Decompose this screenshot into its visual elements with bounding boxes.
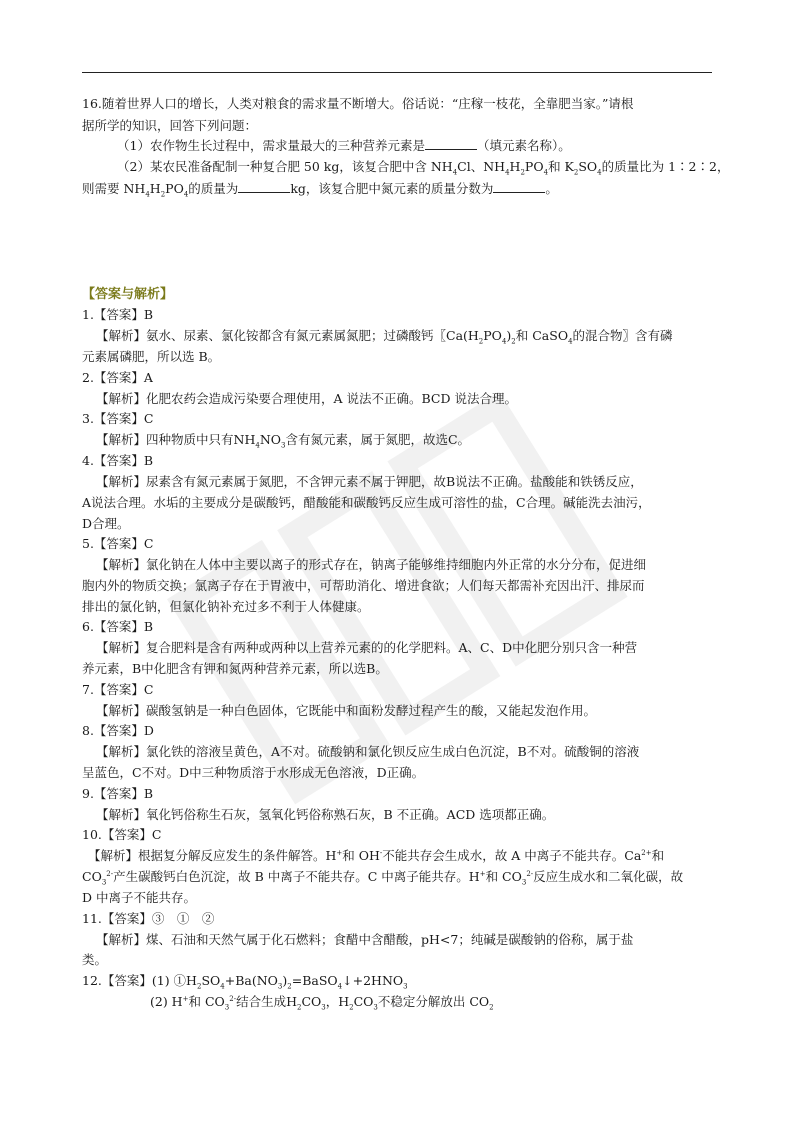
answer-blank bbox=[493, 180, 545, 193]
explanation-6-line-2: 养元素，B中化肥含有钾和氮两种营养元素，所以选B。 bbox=[82, 661, 388, 676]
answer-2: 2.【答案】A bbox=[82, 370, 153, 385]
answers-heading: 【答案与解析】 bbox=[82, 287, 174, 302]
explanation-5-line-3: 排出的氯化钠，但氯化钠补充过多不利于人体健康。 bbox=[82, 599, 370, 614]
explanation-6-line-1: 【解析】复合肥料是含有两种或两种以上营养元素的的化学肥料。A、C、D中化肥分别只含一种营 bbox=[96, 640, 638, 655]
q16-part-3: 则需要 $NH_4H_2PO_4$的质量为 kg，该复合肥中氮元素的质量分数为 。 bbox=[82, 181, 558, 199]
explanation-3: 【解析】四种物质中只有$NH_4NO_3$含有氮元素，属于氮肥，故选C。 bbox=[96, 432, 471, 450]
explanation-8-line-1: 【解析】氯化铁的溶液呈黄色，A不对。硫酸钠和氯化钡反应生成白色沉淀，B不对。硫酸铜的溶液 bbox=[96, 744, 640, 759]
explanation-11-line-1: 【解析】煤、石油和天然气属于化石燃料；食醋中含醋酸，pH<7；纯碱是碳酸钠的俗称，属于盐 bbox=[96, 932, 634, 947]
q16-line-2: 据所学的知识，回答下列问题： bbox=[82, 118, 258, 133]
explanation-1-line-1: 【解析】氨水、尿素、氯化铵都含有氮元素属氮肥；过磷酸钙〖$Ca(H_2PO_4)_2$和 CaSO$_4$的混合物〗含有磷 bbox=[96, 328, 673, 346]
answer-7: 7.【答案】C bbox=[82, 682, 154, 697]
answer-8: 8.【答案】D bbox=[82, 723, 154, 738]
explanation-10-line-1: 【解析】根据复分解反应发生的条件解答。H+和 OH-不能共存会生成水，故 A 中离子不能共存。$Ca^{2+}$和 bbox=[88, 848, 665, 863]
explanation-11-line-2: 类。 bbox=[82, 952, 108, 967]
explanation-4-line-1: 【解析】尿素含有氮元素属于氮肥，不含钾元素不属于钾肥，故B说法不正确。盐酸能和铁锈反应， bbox=[96, 474, 643, 489]
answer-12-part-1: 12.【答案】(1) $①H_2SO_4+Ba(NO_3)_2=BaSO_4↓+2HNO_3$ bbox=[82, 973, 408, 991]
explanation-5-line-2: 胞内外的物质交换；氯离子存在于胃液中，可帮助消化、增进食欲；人们每天都需补充因出汗、排尿而 bbox=[82, 578, 645, 593]
explanation-5-line-1: 【解析】氯化钠在人体中主要以离子的形式存在，钠离子能够维持细胞内外正常的水分分布，促进细 bbox=[96, 557, 647, 572]
answer-blank bbox=[238, 180, 290, 193]
q16-line-1: 16.随着世界人口的增长，人类对粮食的需求量不断增大。俗话说：“庄稼一枝花，全靠肥当家。”请根 bbox=[82, 96, 634, 111]
answer-3: 3.【答案】C bbox=[82, 411, 154, 426]
q16-part-1: （1）农作物生长过程中，需求量最大的三种营养元素是 （填元素名称）。 bbox=[117, 138, 571, 153]
answer-6: 6.【答案】B bbox=[82, 619, 154, 634]
answer-9: 9.【答案】B bbox=[82, 786, 154, 801]
answer-1: 1.【答案】B bbox=[82, 307, 154, 322]
answer-5: 5.【答案】C bbox=[82, 536, 154, 551]
explanation-4-line-3: D合理。 bbox=[82, 516, 130, 531]
answer-blank bbox=[425, 137, 477, 150]
q16-part-2: （2）某农民准备配制一种复合肥 50 kg，该复合肥中含 $NH_4Cl$、$NH_4H_2PO_4$和 $K_2SO_4$的质量比为 1∶2∶2， bbox=[117, 159, 730, 177]
explanation-9: 【解析】氧化钙俗称生石灰，氢氧化钙俗称熟石灰，B 不正确。ACD 选项都正确。 bbox=[96, 807, 555, 822]
explanation-8-line-2: 呈蓝色，C不对。D中三种物质溶于水形成无色溶液，D正确。 bbox=[82, 765, 425, 780]
explanation-10-line-2: $CO_3^{2-}$产生碳酸钙白色沉淀，故 B 中离子不能共存。C 中离子能共存。H+和 $CO_3^{2-}$反应生成水和二氧化碳，故 bbox=[82, 869, 684, 887]
explanation-10-line-3: D 中离子不能共存。 bbox=[82, 890, 196, 905]
explanation-4-line-2: A说法合理。水垢的主要成分是碳酸钙，醋酸能和碳酸钙反应生成可溶性的盐，C合理。碱能洗去油污， bbox=[82, 495, 651, 510]
answer-11: 11.【答案】③ ① ② bbox=[82, 911, 215, 926]
answer-4: 4.【答案】B bbox=[82, 453, 154, 468]
explanation-2: 【解析】化肥农药会造成污染要合理使用，A 说法不正确。BCD 说法合理。 bbox=[96, 391, 517, 406]
explanation-1-line-2: 元素属磷肥，所以选 B。 bbox=[82, 349, 221, 364]
answer-10: 10.【答案】C bbox=[82, 827, 162, 842]
header-rule bbox=[82, 72, 712, 73]
explanation-7: 【解析】碳酸氢钠是一种白色固体，它既能中和面粉发酵过程产生的酸，又能起发泡作用。 bbox=[96, 703, 597, 718]
answer-12-part-2: (2) H+和 $CO_3^{2-}$结合生成$H_2CO_3$，$H_2CO_3$不稳定分解放出 $CO_2$ bbox=[150, 994, 494, 1012]
